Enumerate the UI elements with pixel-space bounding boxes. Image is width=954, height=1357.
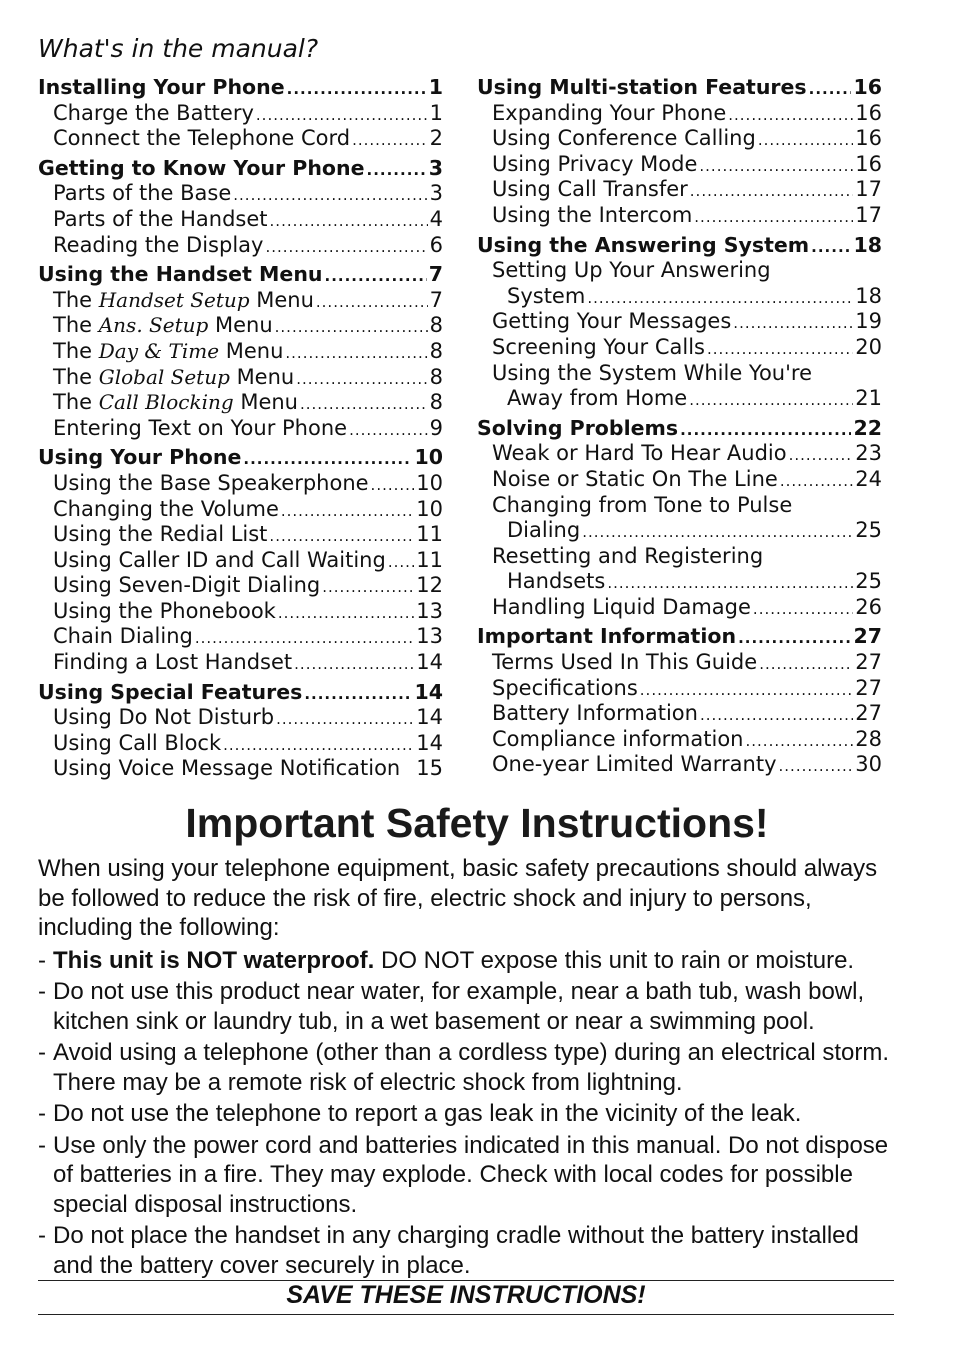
page-number: 24 [855,466,882,491]
safety-item-text: Do not place the handset in any charging cradle without the battery installed and the battery cover securely in place. [53,1222,859,1279]
safety-title: Important Safety Instructions! [185,800,769,846]
menu-name: Global Setup [98,364,230,389]
toc-entry-label: Using the Phonebook [53,598,276,623]
page-number: 20 [855,334,882,359]
page-number: 14 [416,650,443,675]
dot-leader [388,550,414,574]
toc-entry[interactable] [38,756,443,782]
toc-entry[interactable] [38,599,443,625]
page-number: 10 [416,496,443,521]
toc-entry[interactable] [38,126,443,152]
safety-item [38,946,898,976]
bullet-dash: - [38,1100,46,1127]
toc-entry-label: Entering Text on Your Phone [53,415,348,440]
dot-leader [746,729,854,753]
toc-entry-label: Reading the Display [53,232,264,257]
toc-left-column [38,75,443,786]
dot-leader [325,264,427,288]
toc-entry[interactable] [477,544,882,570]
dot-leader [707,337,853,361]
save-instructions-note: SAVE THESE INSTRUCTIONS! [286,1281,646,1309]
page-number: 1 [428,75,443,99]
toc-entry-label-cont: Dialing [507,518,581,543]
toc-entry-label: Getting Your Messages [492,309,732,334]
page-number: 17 [855,202,882,227]
page-number: 13 [416,624,443,649]
toc-entry-continued[interactable] [477,518,882,544]
toc-section [38,680,443,782]
page-number: 17 [855,177,882,202]
dot-leader [195,626,414,650]
toc-section-heading[interactable] [38,156,443,182]
page-number: 27 [853,624,882,649]
toc-entry[interactable] [477,258,882,284]
label-suffix: Menu [208,313,273,338]
page-number: 16 [855,126,882,151]
toc-entry[interactable] [38,416,443,442]
toc-entry-label: Parts of the Handset [53,206,268,231]
toc-entry-label: Using Privacy Mode [492,151,698,176]
dot-leader [322,575,414,599]
toc-entry-continued[interactable] [477,284,882,310]
toc-section [38,262,443,441]
toc-section-title: Important Information [477,624,737,649]
toc-section-title: Using Your Phone [38,445,242,470]
toc-entry-label: Using Do Not Disturb [53,705,275,730]
toc-entry-label: Screening Your Calls [492,334,705,359]
toc-entry-label: Noise or Static On The Line [492,466,778,491]
dot-leader [256,103,428,127]
label-prefix: The [53,338,99,363]
toc-entry[interactable] [38,624,443,650]
toc-entry-label: Using the Redial List [53,522,268,547]
page-number: 4 [429,206,443,231]
toc-entry-label: Using Conference Calling [492,126,756,151]
dot-leader [278,601,414,625]
page-number: 21 [855,386,882,411]
dot-leader [233,183,427,207]
page-number: 15 [416,756,443,781]
page-number: 18 [855,283,882,308]
dot-leader [811,235,851,259]
toc-right-column [477,75,882,782]
dot-leader [789,443,854,467]
toc-entry[interactable] [477,676,882,702]
toc-entry-label: Weak or Hard To Hear Audio [492,441,787,466]
toc-entry[interactable] [38,288,443,314]
toc-entry-label-cont: Away from Home [507,386,688,411]
dot-leader [300,392,428,416]
safety-item [38,1038,898,1097]
toc-entry[interactable] [477,309,882,335]
toc-entry[interactable] [38,705,443,731]
toc-entry[interactable] [477,177,882,203]
page-number: 8 [429,390,443,415]
page-number: 16 [855,100,882,125]
dot-leader [680,418,851,442]
dot-leader [640,678,853,702]
page-number: 8 [429,313,443,338]
toc-entry[interactable] [477,203,882,229]
page-number: 23 [855,441,882,466]
menu-name: Day & Time [98,338,220,363]
toc-section-heading[interactable] [477,416,882,442]
label-suffix: Menu [249,287,314,312]
page-number: 7 [428,262,443,287]
toc-entry-continued[interactable] [477,386,882,412]
toc-entry[interactable] [38,497,443,523]
toc-entry[interactable] [38,181,443,207]
page-number: 14 [416,705,443,730]
dot-leader [371,473,415,497]
safety-item [38,1099,898,1129]
toc-section-heading[interactable] [477,233,882,259]
dot-leader [265,235,427,259]
label-suffix: Menu [229,364,295,389]
toc-entry[interactable] [477,126,882,152]
toc-section [477,75,882,229]
bullet-dash: - [38,946,46,974]
page-number: 19 [855,309,882,334]
toc-entry-label: Expanding Your Phone [492,100,727,125]
toc-section-heading[interactable] [477,624,882,650]
dot-leader [349,418,428,442]
toc-entry[interactable] [477,701,882,727]
toc-entry-label: Battery Information [492,701,698,726]
dot-leader [281,499,414,523]
dot-leader [607,571,853,595]
toc-section-title: Solving Problems [477,415,679,440]
bullet-dash: - [38,1222,46,1249]
toc-section [38,156,443,258]
toc-entry[interactable] [38,573,443,599]
toc-entry-label: Charge the Battery [53,100,254,125]
menu-name: Ans. Setup [98,313,209,338]
dot-leader [582,520,853,544]
dot-leader [587,286,853,310]
page-number: 1 [429,100,443,125]
dot-leader [753,597,853,621]
safety-item-text: Do not use this product near water, for example, near a bath tub, wash bowl, kitchen sink or laundry tub, in a wet basement or near a swimming pool. [53,978,865,1035]
toc-entry[interactable] [477,467,882,493]
dot-leader [270,209,428,233]
dot-leader [269,524,414,548]
toc-entry-label [53,339,283,365]
page-number: 8 [429,338,443,363]
label-suffix: Menu [233,390,298,415]
label-prefix: The [53,287,99,312]
toc-entry-label-cont: System [507,283,586,308]
toc-entry[interactable] [477,727,882,753]
page-number: 16 [853,75,882,99]
toc-section-title: Using the Handset Menu [38,262,323,287]
toc-section-title: Using the Answering System [477,232,810,257]
toc-entry-label [53,390,298,416]
toc-entry[interactable] [38,731,443,757]
page-number: 16 [855,151,882,176]
label-prefix: The [53,313,99,338]
toc-section [38,75,443,152]
toc-entry-label: Using the Intercom [492,202,693,227]
page-number: 10 [416,470,443,495]
toc-entry[interactable] [38,650,443,676]
page-number: 18 [853,232,882,257]
dot-leader [779,754,854,778]
toc-entry-label: Using Call Block [53,730,222,755]
page-number: 25 [855,518,882,543]
dot-leader [287,77,427,101]
dot-leader [690,179,853,203]
safety-item [38,1131,898,1220]
page-number: 3 [429,181,443,206]
safety-item [38,1221,898,1280]
toc-entry-label: Finding a Lost Handset [53,650,293,675]
toc-entry[interactable] [38,339,443,365]
toc-entry[interactable] [38,522,443,548]
page-number: 10 [414,445,443,470]
page-number: 2 [429,126,443,151]
menu-name: Call Blocking [98,390,234,415]
dot-leader [316,290,428,314]
dot-leader [694,205,853,229]
dot-leader [738,626,851,650]
toc-entry-label: Using Call Transfer [492,177,688,202]
dot-leader [809,77,852,101]
label-prefix: The [53,364,99,389]
toc-section-title: Using Special Features [38,679,303,704]
toc-entry[interactable] [477,361,882,387]
toc-heading: What's in the manual? [38,34,319,63]
page-number: 7 [429,287,443,312]
toc-entry[interactable] [477,650,882,676]
toc-entry-label: Terms Used In This Guide [492,650,758,675]
toc-entry[interactable] [477,595,882,621]
label-prefix: The [53,390,99,415]
safety-item-text: Use only the power cord and batteries indicated in this manual. Do not dispose of batteries in a fire. They may explode. Check with local codes for possible special disposal instructions. [53,1131,889,1218]
toc-entry-label: Using Voice Message Notification [53,756,401,781]
toc-entry[interactable] [38,233,443,259]
safety-list [38,946,898,1281]
safety-intro: When using your telephone equipment, basic safety precautions should always be followed to reduce the risk of fire, electric shock and injury to persons, including the following: [38,855,878,941]
safety-item-emphasis: This unit is NOT waterproof. [53,946,375,974]
toc-section-heading[interactable] [38,445,443,471]
toc-entry[interactable] [477,335,882,361]
safety-section [38,854,898,1282]
toc-entry[interactable] [477,752,882,778]
dot-leader [285,341,427,365]
toc-entry-label: Using Seven-Digit Dialing [53,573,321,598]
toc-entry-label: Using the System While You're [492,360,812,385]
toc-entry-label: Resetting and Registering [492,543,764,568]
toc-section-heading[interactable] [38,680,443,706]
page-number: 25 [855,569,882,594]
toc-entry-label: Changing from Tone to Pulse [492,492,793,517]
page-number: 27 [855,701,882,726]
page-number: 12 [416,573,443,598]
toc-entry[interactable] [477,101,882,127]
page-number: 30 [855,752,882,777]
page-number: 22 [853,415,882,440]
toc-section-heading[interactable] [38,75,443,101]
toc-entry[interactable] [477,493,882,519]
page-number: 11 [416,522,443,547]
toc-entry-label: Using Caller ID and Call Waiting [53,547,386,572]
page-number: 13 [416,598,443,623]
dot-leader [780,469,853,493]
page-number: 9 [429,415,443,440]
page-number: 8 [429,364,443,389]
bullet-dash: - [38,978,46,1005]
toc-section-title: Using Multi-station Features [477,75,807,99]
dot-leader [352,128,428,152]
toc-entry-label: Parts of the Base [53,181,232,206]
toc-section-title: Installing Your Phone [38,75,285,99]
dot-leader [733,311,853,335]
dot-leader [689,388,853,412]
dot-leader [367,158,427,182]
toc-entry-label: Specifications [492,675,638,700]
page-number: 6 [429,232,443,257]
toc-section [477,624,882,778]
dot-leader [759,652,853,676]
dot-leader [243,447,412,471]
label-suffix: Menu [219,338,284,363]
toc-entry[interactable] [38,548,443,574]
toc-entry-label: Compliance information [492,726,744,751]
bullet-dash: - [38,1039,46,1066]
toc-entry-label: Using the Base Speakerphone [53,470,369,495]
page-number: 28 [855,726,882,751]
toc-entry-label: Connect the Telephone Cord [53,126,351,151]
menu-name: Handset Setup [98,287,250,312]
toc-entry-label: Chain Dialing [53,624,193,649]
toc-entry[interactable] [38,390,443,416]
page-number: 14 [416,730,443,755]
safety-item-text: Do not use the telephone to report a gas leak in the vicinity of the leak. [53,1100,802,1127]
toc-entry-label [53,313,273,339]
dot-leader [294,652,414,676]
page-number: 26 [855,594,882,619]
dot-leader [296,367,427,391]
page-number: 14 [414,679,443,704]
page-number: 27 [855,650,882,675]
dot-leader [758,128,853,152]
toc-entry-label: One-year Limited Warranty [492,752,777,777]
dot-leader [275,315,428,339]
toc-entry-continued[interactable] [477,569,882,595]
toc-entry[interactable] [38,101,443,127]
dot-leader [223,733,414,757]
toc-section [477,416,882,621]
toc-entry[interactable] [38,207,443,233]
toc-entry[interactable] [477,441,882,467]
safety-item [38,977,898,1036]
page-number: 27 [855,675,882,700]
toc-entry-label: Changing the Volume [53,496,279,521]
dot-leader [699,154,853,178]
safety-item-text: DO NOT expose this unit to rain or moisture. [374,946,855,974]
toc-entry-label-cont: Handsets [507,569,606,594]
toc-entry[interactable] [477,152,882,178]
toc-section-heading[interactable] [477,75,882,101]
toc-entry-label [53,288,314,314]
dot-leader [304,682,412,706]
dot-leader [276,707,414,731]
toc-section [38,445,443,675]
page-number: 11 [416,547,443,572]
toc-entry[interactable] [38,471,443,497]
toc-section-heading[interactable] [38,262,443,288]
toc-entry-label [53,365,294,391]
bottom-divider [38,1314,894,1315]
page-number: 3 [428,155,443,180]
toc-entry-label: Setting Up Your Answering [492,258,771,283]
toc-entry[interactable] [38,365,443,391]
safety-item-text: Avoid using a telephone (other than a cordless type) during an electrical storm. There may be a remote risk of electric shock from lightning. [53,1039,890,1096]
bullet-dash: - [38,1131,46,1159]
toc-entry[interactable] [38,313,443,339]
toc-entry-label: Handling Liquid Damage [492,594,751,619]
dot-leader [700,703,853,727]
toc-section [477,233,882,412]
toc-section-title: Getting to Know Your Phone [38,155,365,180]
dot-leader [728,103,853,127]
